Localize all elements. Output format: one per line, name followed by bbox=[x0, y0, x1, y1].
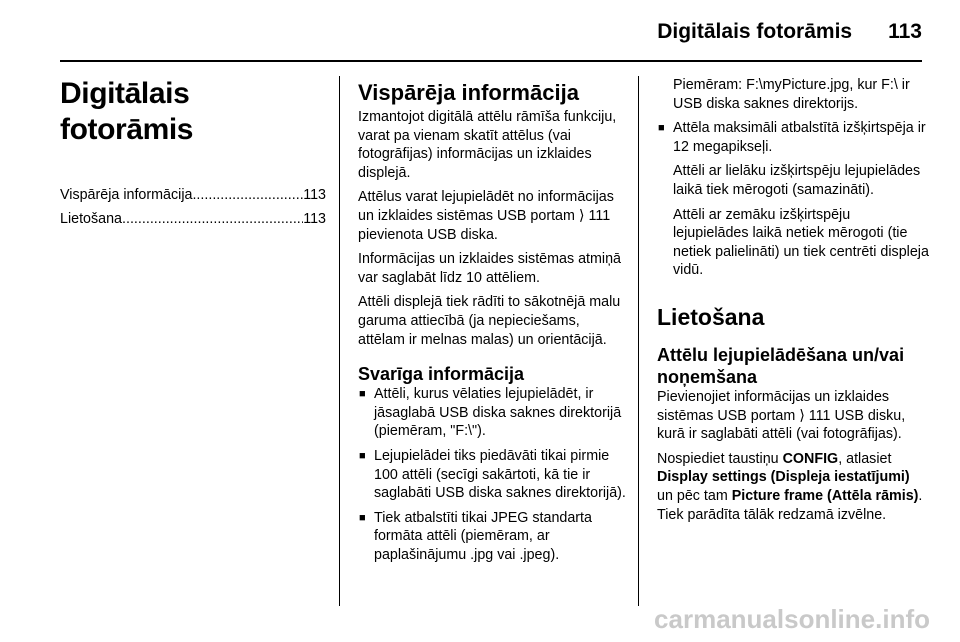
column-divider-left bbox=[339, 76, 340, 606]
list-item bbox=[358, 509, 626, 565]
square-bullet-icon: ■ bbox=[359, 388, 366, 401]
watermark: carmanualsonline.info bbox=[654, 604, 930, 634]
instruction-paragraph bbox=[657, 450, 929, 524]
display-settings-menu-label: Display settings (Displeja iestatījumi) bbox=[657, 469, 910, 486]
resolution-list bbox=[657, 119, 929, 156]
left-column bbox=[60, 76, 326, 233]
column-divider-right bbox=[638, 76, 639, 606]
important-info-list bbox=[358, 385, 626, 564]
lower-resolution-note: Attēli ar zemāku izšķirtspēju lejupielādes laikā netiek mērogoti (tie netiek palielināti) un tiek centrēti displeja vidū. bbox=[673, 206, 929, 279]
toc-entry-label: Lietošana bbox=[60, 210, 123, 227]
toc-entry-label: Vispārēja informācija bbox=[60, 187, 193, 203]
picture-frame-menu-label: Picture frame (Attēla rāmis) bbox=[731, 487, 919, 504]
toc-entry-page: 113 bbox=[303, 187, 326, 203]
right-column bbox=[657, 76, 929, 530]
running-header-title: Digitālais fotorāmis bbox=[657, 20, 853, 43]
toc-leader-dots bbox=[122, 210, 303, 229]
toc-entry-page: 113 bbox=[303, 210, 326, 227]
list-item-text: Lejupielādei tiks piedāvāti tikai pirmie 100 attēli (secīgi sakārtoti, kā tie ir saglabāti USB diska saknes direktorijā). bbox=[374, 447, 626, 502]
list-item bbox=[358, 385, 626, 441]
example-path-note: Piemēram: F:\myPicture.jpg, kur F:\ ir USB diska saknes direktorijs. bbox=[673, 77, 910, 112]
paragraph: Informācijas un izklaides sistēmas atmiņā var saglabāt līdz 10 attēliem. bbox=[358, 251, 622, 286]
toc-entry-usage[interactable] bbox=[60, 210, 326, 229]
list-item bbox=[358, 447, 626, 503]
subsection-heading-important-info: Svarīga informācija bbox=[358, 364, 525, 385]
list-item-text: Attēli, kurus vēlaties lejupielādēt, ir jāsaglabā USB diska saknes direktorijā (piemēram, "F:\"). bbox=[374, 386, 622, 440]
section-heading-usage: Lietošana bbox=[657, 303, 765, 330]
toc-entry-general-info[interactable] bbox=[60, 186, 326, 205]
paragraph: Izmantojot digitālā attēlu rāmīša funkciju, varat pa vienam skatīt attēlus (vai fotogrāfijas) informācijas un izklaides displejā. bbox=[358, 109, 617, 181]
square-bullet-icon: ■ bbox=[359, 449, 366, 462]
list-item-text: Tiek atbalstīti tikai JPEG standarta formāta attēli (piemēram, ar paplašinājumu .jpg vai .jpeg). bbox=[374, 509, 592, 563]
middle-column bbox=[358, 76, 626, 570]
table-of-contents bbox=[60, 186, 326, 228]
header-rule bbox=[60, 60, 922, 62]
running-header bbox=[560, 20, 922, 44]
paragraph: Pievienojiet informācijas un izklaides sistēmas USB portam ⟩ 111 USB disku, kurā ir saglabāti attēli (vai fotogrāfijas). bbox=[657, 388, 906, 443]
instruction-text: , atlasiet bbox=[838, 450, 892, 467]
paragraph: Attēli displejā tiek rādīti to sākotnējā malu garuma attiecībā (ja nepieciešams, attēlam ir melnas malas) un orientācijā. bbox=[358, 294, 621, 348]
instruction-text: . Tiek parādīta tālāk redzamā izvēlne. bbox=[657, 487, 923, 523]
higher-resolution-note: Attēli ar lielāku izšķirtspēju lejupielādes laikā tiek mērogoti (samazināti). bbox=[673, 163, 921, 198]
config-key-label: CONFIG bbox=[782, 450, 839, 467]
paragraph: Attēlus varat lejupielādēt no informācijas un izklaides sistēmas USB portam ⟩ 111 pievienota USB diska. bbox=[358, 189, 614, 243]
instruction-text: Nospiediet taustiņu bbox=[657, 450, 783, 467]
toc-leader-dots bbox=[192, 186, 303, 205]
square-bullet-icon: ■ bbox=[359, 511, 366, 524]
list-item bbox=[657, 119, 929, 156]
square-bullet-icon: ■ bbox=[658, 122, 665, 135]
chapter-title: Digitālais fotorāmis bbox=[60, 77, 194, 146]
page-number: 113 bbox=[888, 20, 922, 43]
list-item-text: Attēla maksimāli atbalstītā izšķirtspēja ir 12 megapikseļi. bbox=[673, 120, 926, 155]
subsection-heading-upload: Attēlu lejupielādēšana un/vai noņemšana bbox=[657, 344, 905, 387]
section-heading-general-info: Vispārēja informācija bbox=[358, 80, 579, 105]
instruction-text: un pēc tam bbox=[657, 487, 732, 504]
